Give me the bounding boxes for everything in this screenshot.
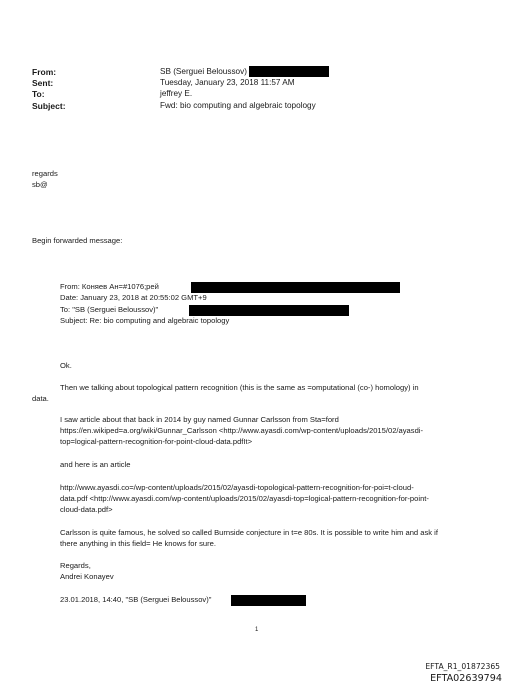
to-value: jeffrey E. [160, 89, 193, 98]
quote-line: 23.01.2018, 14:40, "SB (Serguei Beloussov)" [60, 595, 212, 604]
redaction-box [189, 305, 349, 316]
subject-label: Subject: [32, 101, 66, 111]
sender-name: Andrei Konayev [60, 572, 114, 581]
fwd-to-line: To: "SB (Serguei Beloussov)" [60, 305, 159, 314]
paragraph-line: Carlsson is quite famous, he solved so called Burnside conjecture in t=e 80s. It is possible to write him and ask if [60, 528, 438, 537]
paragraph-line: and here is an article [60, 460, 131, 469]
sent-label: Sent: [32, 78, 54, 88]
redaction-box [249, 66, 329, 77]
paragraph-line: there anything in this field= He knows for sure. [60, 539, 216, 548]
fwd-subject-line: Subject: Re: bio computing and algebraic topology [60, 316, 230, 325]
redaction-box [231, 595, 306, 606]
regards-text: regards [32, 169, 58, 178]
page-number: 1 [255, 627, 259, 633]
to-label: To: [32, 89, 45, 99]
paragraph-line: Then we talking about topological pattern recognition (this is the same as =omputational (co-) homology) in [60, 383, 419, 392]
closing-text: Regards, [60, 561, 91, 570]
signoff-text: sb@ [32, 180, 48, 189]
subject-value: Fwd: bio computing and algebraic topology [160, 101, 316, 110]
paragraph-line: top=logical-pattern-recognition-for-point-cloud-data.pdfIt> [60, 437, 253, 446]
paragraph-line: cloud-data.pdf> [60, 505, 113, 514]
paragraph-line: I saw article about that back in 2014 by guy named Gunnar Carlsson from Sta=ford [60, 415, 339, 424]
fwd-from-line: From: Коняев Ан=#1076;рей [60, 282, 159, 291]
paragraph-line: https://en.wikiped=a.org/wiki/Gunnar_Carlsson <http://www.ayasdi.com/wp-content/uploads/2015/02/ayasdi- [60, 426, 424, 435]
paragraph-line: http://www.ayasdi.co=/wp-content/uploads/2015/02/ayasdi-topological-pattern-recognition-for-poi=t-cloud- [60, 483, 414, 492]
from-value: SB (Serguei Beloussov) [160, 67, 247, 76]
fwd-date-line: Date: January 23, 2018 at 20:55:02 GMT+9 [60, 293, 207, 302]
footer-ref-secondary: EFTA02639794 [430, 673, 502, 684]
from-label: From: [32, 67, 57, 77]
forward-intro: Begin forwarded message: [32, 236, 123, 245]
paragraph-line: data.pdf <http://www.ayasdi.com/wp-content/uploads/2015/02/ayasdi-top=logical-pattern-recognition-for-point- [60, 494, 429, 503]
ok-text: Ok. [60, 361, 72, 370]
sent-value: Tuesday, January 23, 2018 11:57 AM [160, 78, 295, 87]
paragraph-line: data. [32, 394, 49, 403]
footer-ref-primary: EFTA_R1_01872365 [425, 662, 500, 671]
redaction-box [191, 282, 400, 293]
